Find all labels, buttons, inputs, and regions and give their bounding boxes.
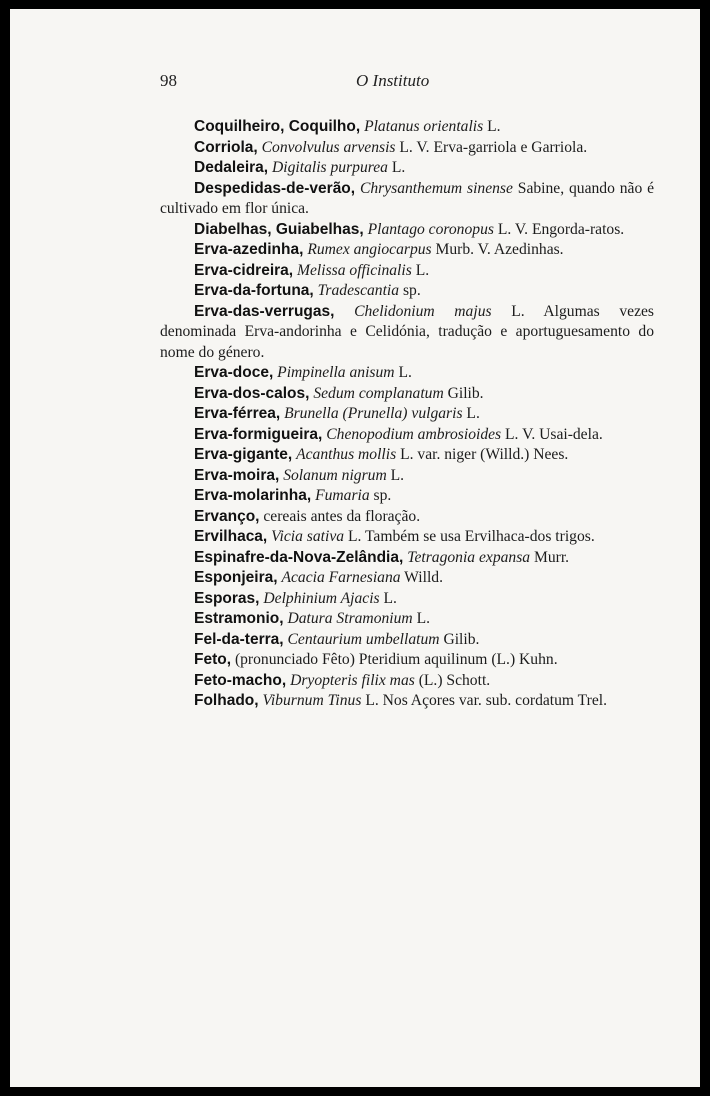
entry-text: L. xyxy=(412,610,431,627)
entry-term: Erva-formigueira, xyxy=(194,425,323,443)
entry-scientific-name: Rumex angiocarpus xyxy=(307,241,432,258)
entry-term: Erva-moira, xyxy=(194,466,280,484)
entry-term: Fel-da-terra, xyxy=(194,630,284,648)
entry-term: Corriola, xyxy=(194,138,258,156)
entry-text: L. xyxy=(394,364,412,381)
glossary-entry xyxy=(160,425,654,446)
entry-text: L. Nos Açores var. sub. cordatum Trel. xyxy=(361,692,607,709)
entry-scientific-name: Chenopodium ambrosioides xyxy=(326,425,502,443)
entry-scientific-name: Solanum nigrum xyxy=(283,466,387,484)
entry-text: L. var. niger (Willd.) Nees. xyxy=(396,446,569,463)
entry-term: Espinafre-da-Nova-Zelândia, xyxy=(194,548,404,566)
entry-text: L. xyxy=(386,466,405,484)
entry-scientific-name: Brunella (Prunella) vulgaris xyxy=(284,405,463,422)
glossary-entry xyxy=(160,507,654,528)
entry-term: Esponjeira, xyxy=(194,569,278,586)
entry-scientific-name: Melissa officinalis xyxy=(297,261,412,279)
running-header xyxy=(10,71,700,95)
entry-text: Murr. xyxy=(530,548,570,566)
entry-scientific-name: Fumaria xyxy=(315,487,370,504)
glossary-entry xyxy=(160,404,654,425)
entry-text: L. xyxy=(483,118,501,135)
entry-scientific-name: Plantago coronopus xyxy=(367,220,494,238)
entry-term: Coquilheiro, Coquilho, xyxy=(194,118,361,135)
entry-text: cereais antes da floração. xyxy=(263,507,421,525)
page-number: 98 xyxy=(160,71,177,90)
entry-scientific-name: Acacia Farnesiana xyxy=(281,569,401,586)
entry-term: Erva-dos-calos, xyxy=(194,384,310,402)
glossary-entry xyxy=(160,220,654,241)
glossary-entry xyxy=(160,261,654,282)
glossary-entry xyxy=(160,568,654,589)
entry-term: Erva-gigante, xyxy=(194,446,293,463)
entry-text: L. xyxy=(411,261,430,279)
entry-scientific-name: Pimpinella anisum xyxy=(277,364,395,381)
entry-term: Erva-doce, xyxy=(194,364,274,381)
entry-term: Folhado, xyxy=(194,692,259,709)
entry-scientific-name: Delphinium Ajacis xyxy=(263,589,380,607)
entry-text: Willd. xyxy=(400,569,443,586)
entry-text: L. Algumas vezes denominada Erva-andorinha e Celidónia, tradução e aportuguesamento do nome do género. xyxy=(160,302,654,361)
entry-scientific-name: Vicia sativa xyxy=(271,528,345,545)
entry-text: Gilib. xyxy=(439,630,480,648)
glossary-entry xyxy=(160,281,654,302)
book-page xyxy=(10,9,700,1087)
entry-term: Despedidas-de-verão, xyxy=(194,179,356,197)
glossary-entry xyxy=(160,466,654,487)
entry-term: Erva-férrea, xyxy=(194,405,281,422)
glossary-entry xyxy=(160,445,654,466)
glossary-entry xyxy=(160,527,654,548)
entry-scientific-name: Tradescantia xyxy=(317,282,400,299)
entry-term: Erva-cidreira, xyxy=(194,261,294,279)
entry-text: (pronunciado Fêto) Pteridium aquilinum (L.) Kuhn. xyxy=(234,651,558,668)
glossary-entry xyxy=(160,158,654,179)
glossary-entry xyxy=(160,671,654,692)
glossary-entry xyxy=(160,650,654,671)
glossary-entries xyxy=(160,117,654,712)
glossary-entry xyxy=(160,363,654,384)
entry-scientific-name: Centaurium umbellatum xyxy=(287,630,440,648)
glossary-entry xyxy=(160,630,654,651)
entry-text: L. V. Usai-dela. xyxy=(501,425,603,443)
entry-text: Sabine, quando não é cultivado em flor única. xyxy=(160,179,655,217)
glossary-entry xyxy=(160,589,654,610)
entry-term: Estramonio, xyxy=(194,610,284,627)
glossary-entry xyxy=(160,691,654,712)
entry-term: Feto, xyxy=(194,651,232,668)
entry-scientific-name: Digitalis purpurea xyxy=(272,159,388,176)
glossary-entry xyxy=(160,240,654,261)
journal-title: O Instituto xyxy=(356,71,430,90)
entry-term: Erva-molarinha, xyxy=(194,487,312,504)
entry-scientific-name: Chrysanthemum sinense xyxy=(359,179,513,197)
entry-scientific-name: Viburnum Tinus xyxy=(262,692,362,709)
entry-scientific-name: Platanus orientalis xyxy=(364,118,484,135)
entry-text: L. V. Erva-garriola e Garriola. xyxy=(395,138,588,156)
entry-term: Erva-das-verrugas, xyxy=(194,302,335,320)
entry-scientific-name: Dryopteris filix mas xyxy=(290,671,415,689)
entry-term: Diabelhas, Guiabelhas, xyxy=(194,220,364,238)
entry-text: L. xyxy=(387,159,406,176)
entry-scientific-name: Tetragonia expansa xyxy=(407,548,531,566)
glossary-entry xyxy=(160,548,654,569)
entry-term: Ervanço, xyxy=(194,507,260,525)
glossary-entry xyxy=(160,609,654,630)
entry-term: Erva-azedinha, xyxy=(194,241,304,258)
glossary-entry xyxy=(160,138,654,159)
entry-term: Dedaleira, xyxy=(194,159,269,176)
entry-text: (L.) Schott. xyxy=(414,671,491,689)
glossary-entry xyxy=(160,302,654,364)
entry-scientific-name: Convolvulus arvensis xyxy=(261,138,396,156)
entry-text: Gilib. xyxy=(443,384,484,402)
entry-term: Erva-da-fortuna, xyxy=(194,282,314,299)
glossary-entry xyxy=(160,384,654,405)
entry-text: sp. xyxy=(399,282,421,299)
glossary-entry xyxy=(160,486,654,507)
glossary-entry xyxy=(160,117,654,138)
entry-text: L. Também se usa Ervilhaca-dos trigos. xyxy=(344,528,595,545)
entry-scientific-name: Sedum complanatum xyxy=(313,384,444,402)
entry-text: sp. xyxy=(369,487,392,504)
entry-text: L. xyxy=(462,405,480,422)
glossary-entry xyxy=(160,179,654,220)
entry-scientific-name: Chelidonium majus xyxy=(354,302,492,320)
entry-scientific-name: Acanthus mollis xyxy=(296,446,397,463)
entry-text: L. xyxy=(379,589,397,607)
entry-text: L. V. Engorda-ratos. xyxy=(493,220,625,238)
entry-text: Murb. V. Azedinhas. xyxy=(431,241,564,258)
entry-scientific-name: Datura Stramonium xyxy=(287,610,413,627)
entry-term: Feto-macho, xyxy=(194,671,287,689)
entry-term: Esporas, xyxy=(194,589,260,607)
entry-term: Ervilhaca, xyxy=(194,528,268,545)
